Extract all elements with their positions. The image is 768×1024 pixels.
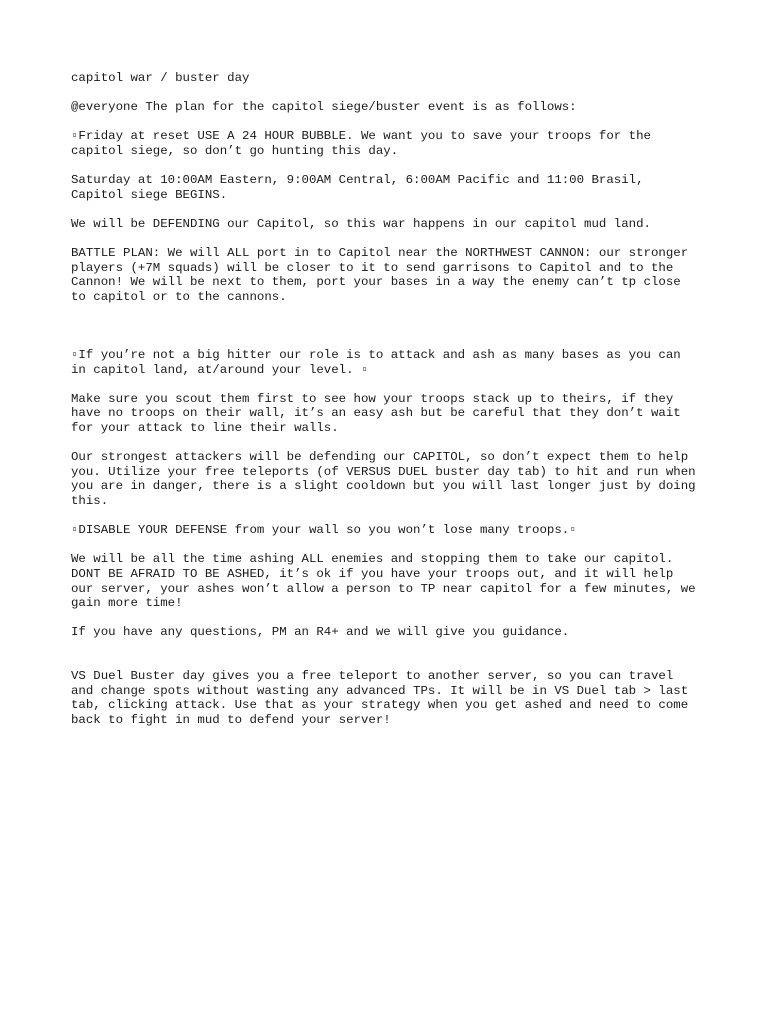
blank-space-2 (71, 655, 702, 670)
disable-defense-paragraph: ▫DISABLE YOUR DEFENSE from your wall so you won’t lose many troops.▫ (71, 523, 577, 538)
strongest-paragraph: Our strongest attackers will be defending our CAPITOL, so don’t expect them to help you. Utilize your free teleports (of VERSUS DUEL buster day tab) to hit and run when you are in danger, there is a slight cooldown but you will last longer just by doing this. (71, 450, 704, 509)
saturday-paragraph: Saturday at 10:00AM Eastern, 9:00AM Central, 6:00AM Pacific and 11:00 Brasil, Capitol siege BEGINS. (71, 173, 651, 202)
questions-paragraph: If you have any questions, PM an R4+ and we will give you guidance. (71, 625, 570, 640)
document-title: capitol war / buster day (71, 71, 250, 85)
blank-space (71, 319, 702, 348)
friday-paragraph: ▫Friday at reset USE A 24 HOUR BUBBLE. We want you to save your troops for the capitol siege, so don’t go hunting this day. (71, 129, 659, 158)
battle-plan-paragraph: BATTLE PLAN: We will ALL port in to Capitol near the NORTHWEST CANNON: our stronger players (+7M squads) will be closer to it to send garrisons to Capitol and to the Cannon! We will be next to them, port your bases in a way the enemy can’t tp close to capitol or to the cannons. (71, 246, 696, 304)
intro-paragraph: @everyone The plan for the capitol siege/buster event is as follows: (71, 100, 577, 115)
ashing-paragraph: We will be all the time ashing ALL enemies and stopping them to take our capitol. DONT BE AFRAID TO BE ASHED, it’s ok if you have your troops out, and it will help our server, your ashes won’t allow a person to TP near capitol for a few minutes, we gain more time! (71, 552, 704, 611)
big-hitter-paragraph: ▫If you’re not a big hitter our role is to attack and ash as many bases as you can in capitol land, at/around your level. ▫ (71, 348, 689, 377)
vs-duel-paragraph: VS Duel Buster day gives you a free teleport to another server, so you can travel and change spots without wasting any advanced TPs. It will be in VS Duel tab > last tab, clicking attack. Use that as your strategy when you get ashed and need to come back to fight in mud to defend your server! (71, 669, 696, 727)
defending-paragraph: We will be DEFENDING our Capitol, so this war happens in our capitol mud land. (71, 216, 651, 231)
scout-paragraph: Make sure you scout them first to see how your troops stack up to theirs, if they have no troops on their wall, it’s an easy ash but be careful that they don’t wait for your attack to line their walls. (71, 391, 689, 436)
